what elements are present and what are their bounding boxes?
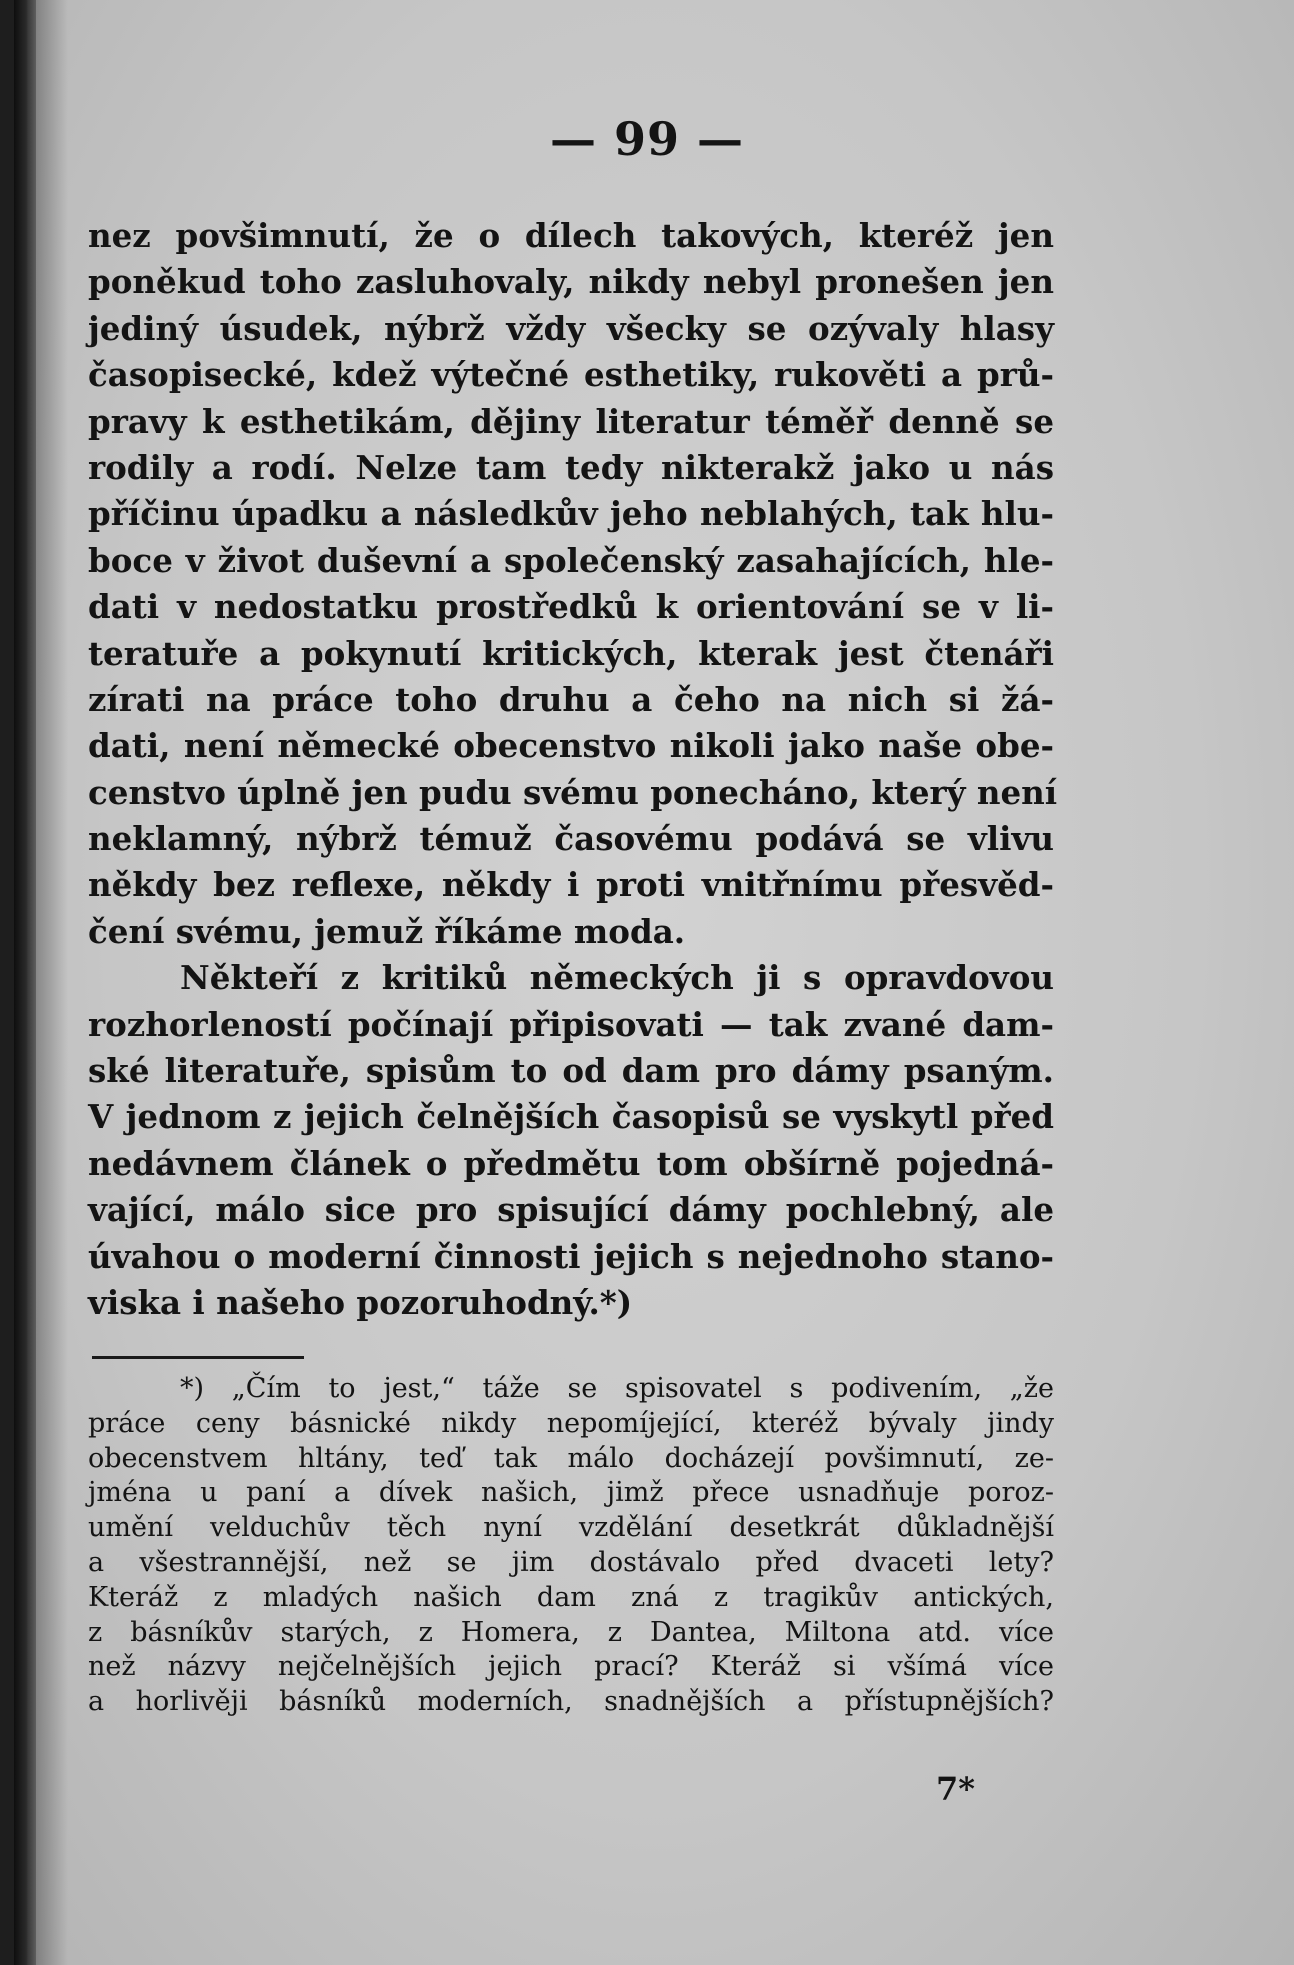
body-line: nedávnem článek o předmětu tom obšírně pojedná- [88,1143,1054,1183]
body-line: boce v život duševní a společenský zasahajících, hle- [88,540,1054,580]
page-gutter-shadow [28,0,68,1965]
footnote-line: a všestrannější, než se jim dostávalo před dvaceti lety? [88,1546,1054,1578]
body-line: úvahou o moderní činnosti jejich s nejednoho stano- [88,1236,1054,1276]
footnote-line: obecenstvem hltány, teď tak málo docházejí povšimnutí, ze- [88,1442,1054,1474]
body-line: ské literatuře, spisům to od dam pro dámy psaným. [88,1051,1054,1091]
body-line: jediný úsudek, nýbrž vždy všecky se ozývaly hlasy [88,308,1054,348]
body-line: rodily a rodí. Nelze tam tedy nikterakž jako u nás [88,447,1054,487]
body-line: poněkud toho zasluhovaly, nikdy nebyl pronešen jen [88,262,1054,302]
body-text [88,213,1058,1326]
body-line: censtvo úplně jen pudu svému ponecháno, který není [88,772,1058,812]
body-line: V jednom z jejich čelnějších časopisů se vyskytl před [88,1097,1054,1137]
body-line: nez povšimnutí, že o dílech takových, kteréž jen [88,216,1054,255]
footnote-line: než názvy nejčelnějších jejich prací? Kteráž si všímá více [88,1651,1054,1683]
body-line: příčinu úpadku a následkův jeho neblahých, tak hlu- [88,494,1054,534]
footnote-line: umění velduchův těch nyní vzdělání desetkrát důkladnější [88,1512,1054,1544]
body-line: neklamný, nýbrž témuž časovému podává se vlivu [88,819,1054,859]
body-line: dati v nedostatku prostředků k orientování se v li- [88,587,1054,627]
footnote-line: z básníkův starých, z Homera, z Dantea, Miltona atd. více [88,1616,1054,1648]
footnote-rule [92,1356,304,1359]
page-number: — 99 — [549,112,745,166]
signature-mark: 7* [936,1770,975,1808]
body-line: Někteří z kritiků německých ji s opravdovou [180,958,1054,998]
body-line: někdy bez reflexe, někdy i proti vnitřnímu přesvěd- [88,865,1054,905]
footnote [88,1372,1054,1720]
body-line: vající, málo sice pro spisující dámy pochlebný, ale [88,1190,1054,1230]
footnote-line: a horlivěji básníků moderních, snadnějších a přístupnějších? [88,1686,1054,1718]
footnote-line: jména u paní a dívek našich, jimž přece usnadňuje poroz- [88,1477,1054,1509]
body-line: čení svému, jemuž říkáme moda. [88,911,686,951]
body-line: rozhorleností počínají připisovati — tak zvané dam- [88,1004,1054,1044]
footnote-line: Kteráž z mladých našich dam zná z tragikův antických, [88,1581,1054,1613]
body-line: pravy k esthetikám, dějiny literatur téměř denně se [88,401,1054,441]
footnote-line: práce ceny básnické nikdy nepomíjející, kteréž bývaly jindy [88,1407,1054,1439]
footnote-line: *) „Čím to jest,“ táže se spisovatel s podivením, „že [180,1373,1054,1404]
body-line: teratuře a pokynutí kritických, kterak jest čtenáři [88,633,1054,673]
body-line: dati, není německé obecenstvo nikoli jako naše obe- [88,726,1054,766]
body-line: zírati na práce toho druhu a čeho na nich si žá- [88,679,1054,719]
body-line: časopisecké, kdež výtečné esthetiky, rukověti a prů- [88,355,1054,395]
body-line: viska i našeho pozoruhodný.*) [88,1282,633,1322]
